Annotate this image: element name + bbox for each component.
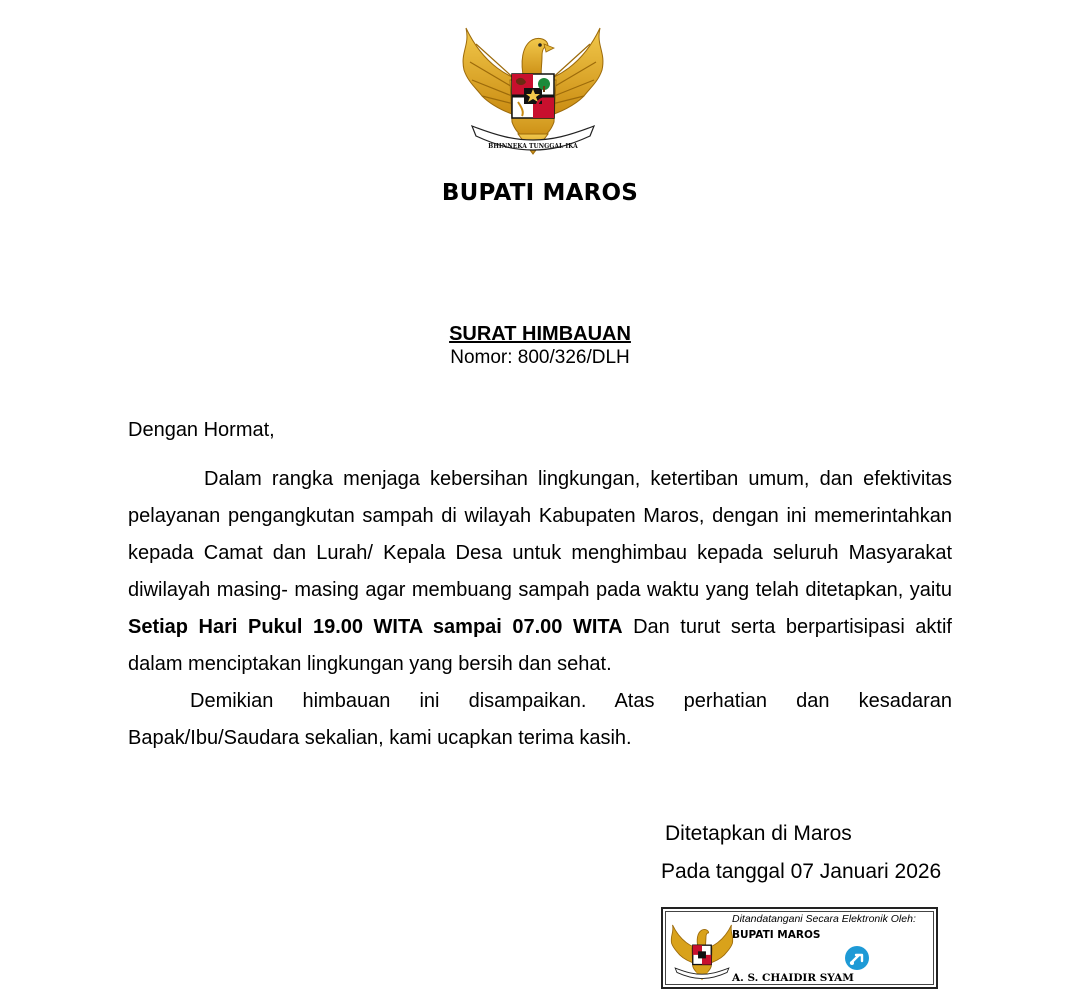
digital-signature-badge-icon xyxy=(844,945,870,971)
closing-place: Ditetapkan di Maros xyxy=(665,822,852,845)
office-heading: BUPATI MAROS xyxy=(441,180,639,206)
letter-number: Nomor: 800/326/DLH xyxy=(450,347,630,368)
schedule-highlight: Setiap Hari Pukul 19.00 WITA sampai 07.00 WITA xyxy=(128,616,623,638)
salutation: Dengan Hormat, xyxy=(128,419,275,441)
paragraph-1-text: Dalam rangka menjaga kebersihan lingkungan, ketertiban umum, dan efektivitas pelayanan pengangkutan sampah di wilayah Kabupaten Maros, dengan ini memerintahkan kepada Camat dan Lurah/ Kepala Desa untuk menghimbau kepada seluruh Masyarakat diwilayah masing- masing agar membuang sampah pada waktu yang telah ditetapkan, yaitu xyxy=(128,468,952,601)
letter-body xyxy=(128,461,952,757)
paragraph-1-text-end: Dan turut serta berpartisipasi aktif dalam menciptakan lingkungan yang bersih dan sehat. xyxy=(128,616,952,675)
electronic-signature-box xyxy=(661,907,938,989)
garuda-emblem xyxy=(458,22,608,157)
esign-caption: Ditandatangani Secara Elektronik Oleh: xyxy=(732,913,916,925)
paragraph-2: Demikian himbauan ini disampaikan. Atas perhatian dan kesadaran Bapak/Ibu/Saudara sekalian, kami ucapkan terima kasih. xyxy=(128,690,952,749)
paragraph-1 xyxy=(128,461,952,683)
letter-title: SURAT HIMBAUAN xyxy=(449,323,631,345)
closing-date: Pada tanggal 07 Januari 2026 xyxy=(661,860,942,883)
motto-text: BHINNEKA TUNGGAL IKA xyxy=(488,143,578,150)
esign-office: BUPATI MAROS xyxy=(732,929,821,941)
garuda-small-emblem xyxy=(669,919,735,985)
signer-name: A. S. CHAIDIR SYAM xyxy=(732,972,854,984)
